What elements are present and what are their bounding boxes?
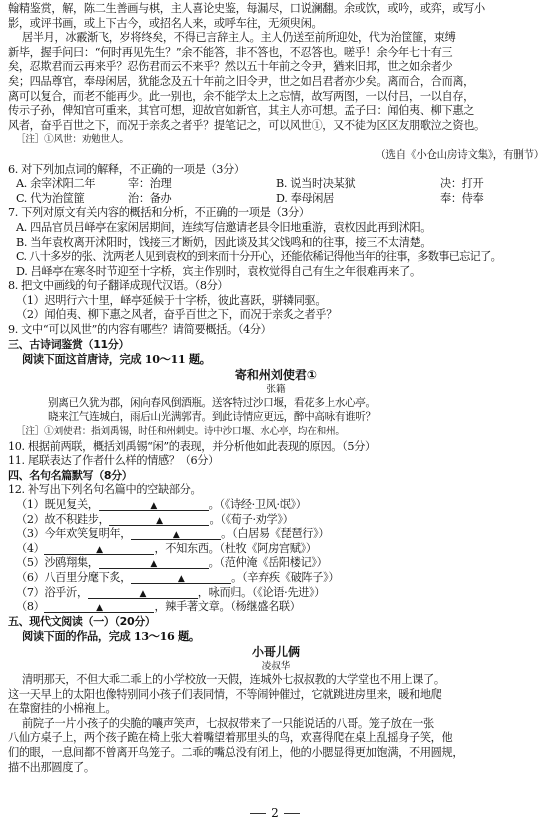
item-label: （6）八百里分麾下炙， xyxy=(16,570,132,584)
question-stem: 8. 把文中画线的句子翻译成现代汉语。（8分） xyxy=(8,279,229,293)
recitation-item xyxy=(8,498,544,513)
options-row xyxy=(8,177,544,192)
answer-blank[interactable] xyxy=(44,601,154,613)
poem-note: ［注］①刘使君：指刘禹锡，时任和州刺史。诗中沙口堰、水心亭，均在和州。 xyxy=(16,426,345,438)
answer-blank[interactable] xyxy=(88,587,198,599)
recitation-item xyxy=(8,571,544,586)
answer-blank[interactable] xyxy=(99,557,209,569)
item-tail: 。（范仲淹《岳阳楼记》） xyxy=(208,556,328,570)
passage-line: 影，或评书画，或上下古今，或招名人来，或呼车往，无须臾闲。 xyxy=(8,16,323,30)
option-line: B. 当年袁枚离开沭阳时，饯接三才断奶，因此谈及其父饯鸣和的往事，接三不太清楚。 xyxy=(16,235,432,249)
option-line: C. 八十多岁的张、沈两老人见到袁枚的到来而十分开心，还能依稀记得他当年的往事，多数事已忘记了。 xyxy=(16,250,502,264)
story-line: 描不出那圆度了。 xyxy=(8,760,95,774)
story-line: 这一天早上的太阳也像特别同小孩子们表同情，不等闹钟催过，它就跳进房里来，暖和地爬 xyxy=(8,687,442,701)
translation-item: （1）迟明行六十里，峄亭延候于十字桥，彼此喜跃，骈辚同驱。 xyxy=(16,293,327,307)
story-line: 们的眼，一息间都不曾离开鸟笼子。二乖的嘴总没有闭上，他的小腮显得更加饱满，不用圆规， xyxy=(8,745,464,759)
item-label: （1）既见复关， xyxy=(16,498,99,511)
section-4 xyxy=(8,469,544,615)
triangle-icon: ▲ xyxy=(150,559,157,570)
item-label: （5）沙鸥翔集， xyxy=(16,556,99,570)
question-stem: 6. 对下列加点词的解释，不正确的一项是（3分） xyxy=(8,162,245,176)
item-tail: 。（《荀子·劝学》） xyxy=(209,512,294,526)
poem-line: 别离已久犹为郡，闲向春风倒酒瓶。送客特过沙口堰，看花多上水心亭。 xyxy=(48,396,376,409)
story-line: 在靠窗挂的小棉袍上。 xyxy=(8,702,117,716)
poem-title: 寄和州刘使君① xyxy=(234,367,318,382)
triangle-icon: ▲ xyxy=(150,501,157,511)
triangle-icon: ▲ xyxy=(139,588,147,599)
section-header: 三、古诗词鉴赏（11分） xyxy=(8,337,130,351)
poem-author: 张籍 xyxy=(266,383,286,395)
question-12: 12. 补写出下列名句名篇中的空缺部分。 xyxy=(8,483,202,497)
footer-dash xyxy=(250,813,266,814)
recitation-item xyxy=(8,586,544,601)
options-row xyxy=(8,192,544,207)
item-label: （3）今年欢笑复明年， xyxy=(16,527,132,541)
option-c: C. 代为治筐篚 xyxy=(16,191,85,205)
item-tail: 。（辛弃疾《破阵子》） xyxy=(231,570,340,584)
passage-line: 新毕，握手问曰：“何时再见先生？”余不能答，非不答也，不忍答也。嗟乎！余今年七十有三 xyxy=(8,45,453,59)
footer-dash xyxy=(284,813,300,814)
option-a-gloss: 宰：治理 xyxy=(128,177,172,191)
section-3 xyxy=(8,338,544,469)
triangle-icon: ▲ xyxy=(96,544,103,555)
section-header: 五、现代文阅读（一）（20分） xyxy=(8,614,156,628)
question-6 xyxy=(8,163,544,207)
item-label: （8） xyxy=(16,600,45,614)
option-b: B. 说当时决某狱 xyxy=(276,177,356,191)
triangle-icon: ▲ xyxy=(156,515,163,526)
exam-page xyxy=(8,2,544,775)
option-a: A. 余宰沭阳二年 xyxy=(16,177,96,191)
passage-line: 风者，奋乎百世之下，而况于亲炙之者乎？提笔记之，可以风世①，又不徒为区区友朋歌泣之资也。 xyxy=(8,118,485,132)
triangle-icon: ▲ xyxy=(177,573,185,584)
answer-blank[interactable] xyxy=(131,572,231,584)
item-tail: 。（白居易《琵琶行》） xyxy=(221,527,330,541)
passage-line: 矣；四品尊官，奉母闲居，犹能念及五十年前之旧令尹，世之如吕君者亦少矣。离而合，合而离， xyxy=(8,74,475,88)
question-10: 10. 根据前两联，概括刘禹锡“闲”的表现，并分析他如此表现的原因。（5分） xyxy=(8,439,376,453)
item-label: （7）浴乎沂， xyxy=(16,585,88,599)
question-11: 11. 尾联表达了作者什么样的情感？（6分） xyxy=(8,454,219,468)
answer-blank[interactable] xyxy=(99,499,209,511)
option-c-gloss: 治：备办 xyxy=(128,191,172,205)
recitation-item xyxy=(8,542,544,557)
recitation-item xyxy=(8,600,544,615)
item-tail: 。（《诗经·卫风·氓》） xyxy=(208,498,307,511)
story-line: 前院子一片小孩子的尖脆的嚷声笑声，七叔叔带来了一只能说话的八哥。笼子放在一张 xyxy=(22,716,434,730)
passage xyxy=(8,2,544,163)
passage-line: 离可以复合，而老不能再少。此一别也，余不能学太上之忘情，故写两图，一以付吕，一以自存， xyxy=(8,89,475,103)
recitation-item xyxy=(8,527,544,542)
poem-line: 晓来江气连城白，雨后山光满郭青。到此诗情应更远，醉中高咏有谁听？ xyxy=(48,411,376,424)
passage-line: 矣，忍欺君而云再来乎？忍伤君而云不来乎？然以五十年前之令尹，猶来旧邦，世之如余者少 xyxy=(8,60,453,74)
story-line: 八仙方桌子上，两个孩子跪在椅上张大着嘴望着那里头的鸟，欢喜得爬在桌上乱摇身子笑，他 xyxy=(8,731,453,745)
item-tail: ，辣手著文章。（杨继盛名联） xyxy=(154,600,301,614)
story-title: 小哥儿俩 xyxy=(251,644,300,659)
story-author: 凌叔华 xyxy=(261,660,291,672)
answer-blank[interactable] xyxy=(131,528,221,540)
question-8 xyxy=(8,279,544,323)
answer-blank[interactable] xyxy=(109,514,209,526)
page-footer xyxy=(0,806,550,820)
section-instruction: 阅读下面的作品，完成 13～16 题。 xyxy=(22,629,200,644)
question-7 xyxy=(8,206,544,279)
passage-note: ［注］①风世：劝勉世人。 xyxy=(16,134,129,146)
item-tail: ，不知东西。（杜牧《阿房宫赋》） xyxy=(154,541,317,555)
option-b-gloss: 决：打开 xyxy=(440,177,484,191)
translation-item: （2）闻伯夷、柳下惠之风者，奋乎百世之下，而况于亲炙之者乎？ xyxy=(16,308,338,322)
section-5 xyxy=(8,615,544,775)
passage-source: （选自《小仓山房诗文集》，有删节） xyxy=(375,148,544,161)
recitation-item xyxy=(8,556,544,571)
passage-line: 传示子孙，俾知官可重来，其官可想，迎故官如新官，其主人亦可想。孟子曰：闻伯夷、柳下惠之 xyxy=(8,104,475,118)
answer-blank[interactable] xyxy=(44,543,154,555)
question-9: 9. 文中“可以风世”的内容有哪些？请简要概括。（4分） xyxy=(8,323,272,337)
section-instruction: 阅读下面这首唐诗，完成 10～11 题。 xyxy=(22,352,211,367)
recitation-item xyxy=(8,513,544,528)
section-header: 四、名句名篇默写（8分） xyxy=(8,468,133,482)
question-stem: 7. 下列对原文有关内容的概括和分析，不正确的一项是（3分） xyxy=(8,206,310,220)
page-number: 2 xyxy=(271,806,279,820)
option-line: D. 吕峄亭在寒冬时节迎至十字桥，宾主作别时，袁枚觉得自己有生之年很难再来了。 xyxy=(16,264,421,278)
passage-line: 翰精鉴赏，解，陈二生善画与棋，主人喜论史鉴，每漏尽，口说澜翻。余或饮，或吟，或弈，或写小 xyxy=(8,2,485,15)
item-tail: ，咏而归。（《论语·先进》） xyxy=(197,585,326,599)
item-label: （2）故不积跬步， xyxy=(16,512,110,526)
item-label: （4） xyxy=(16,541,45,555)
option-line: A. 四品官员吕峄亭在家闲居期间，连续写信邀请老县令旧地重游，袁枚因此再到沭阳。 xyxy=(16,220,432,234)
option-d-gloss: 奉：侍奉 xyxy=(440,191,484,205)
story-line: 清明那天，不但大乖二乖上的小学校放一天假，连城外七叔叔教的大学堂也不用上课了。 xyxy=(22,672,445,686)
triangle-icon: ▲ xyxy=(96,603,103,614)
option-d: D. 奉母闲居 xyxy=(276,191,334,205)
passage-line: 居半月，冰霰渐飞，岁将终矣，不得已言辞主人。主人仍送至前所迎处，代为治筐篚，束缚 xyxy=(22,31,456,45)
triangle-icon: ▲ xyxy=(172,530,180,541)
